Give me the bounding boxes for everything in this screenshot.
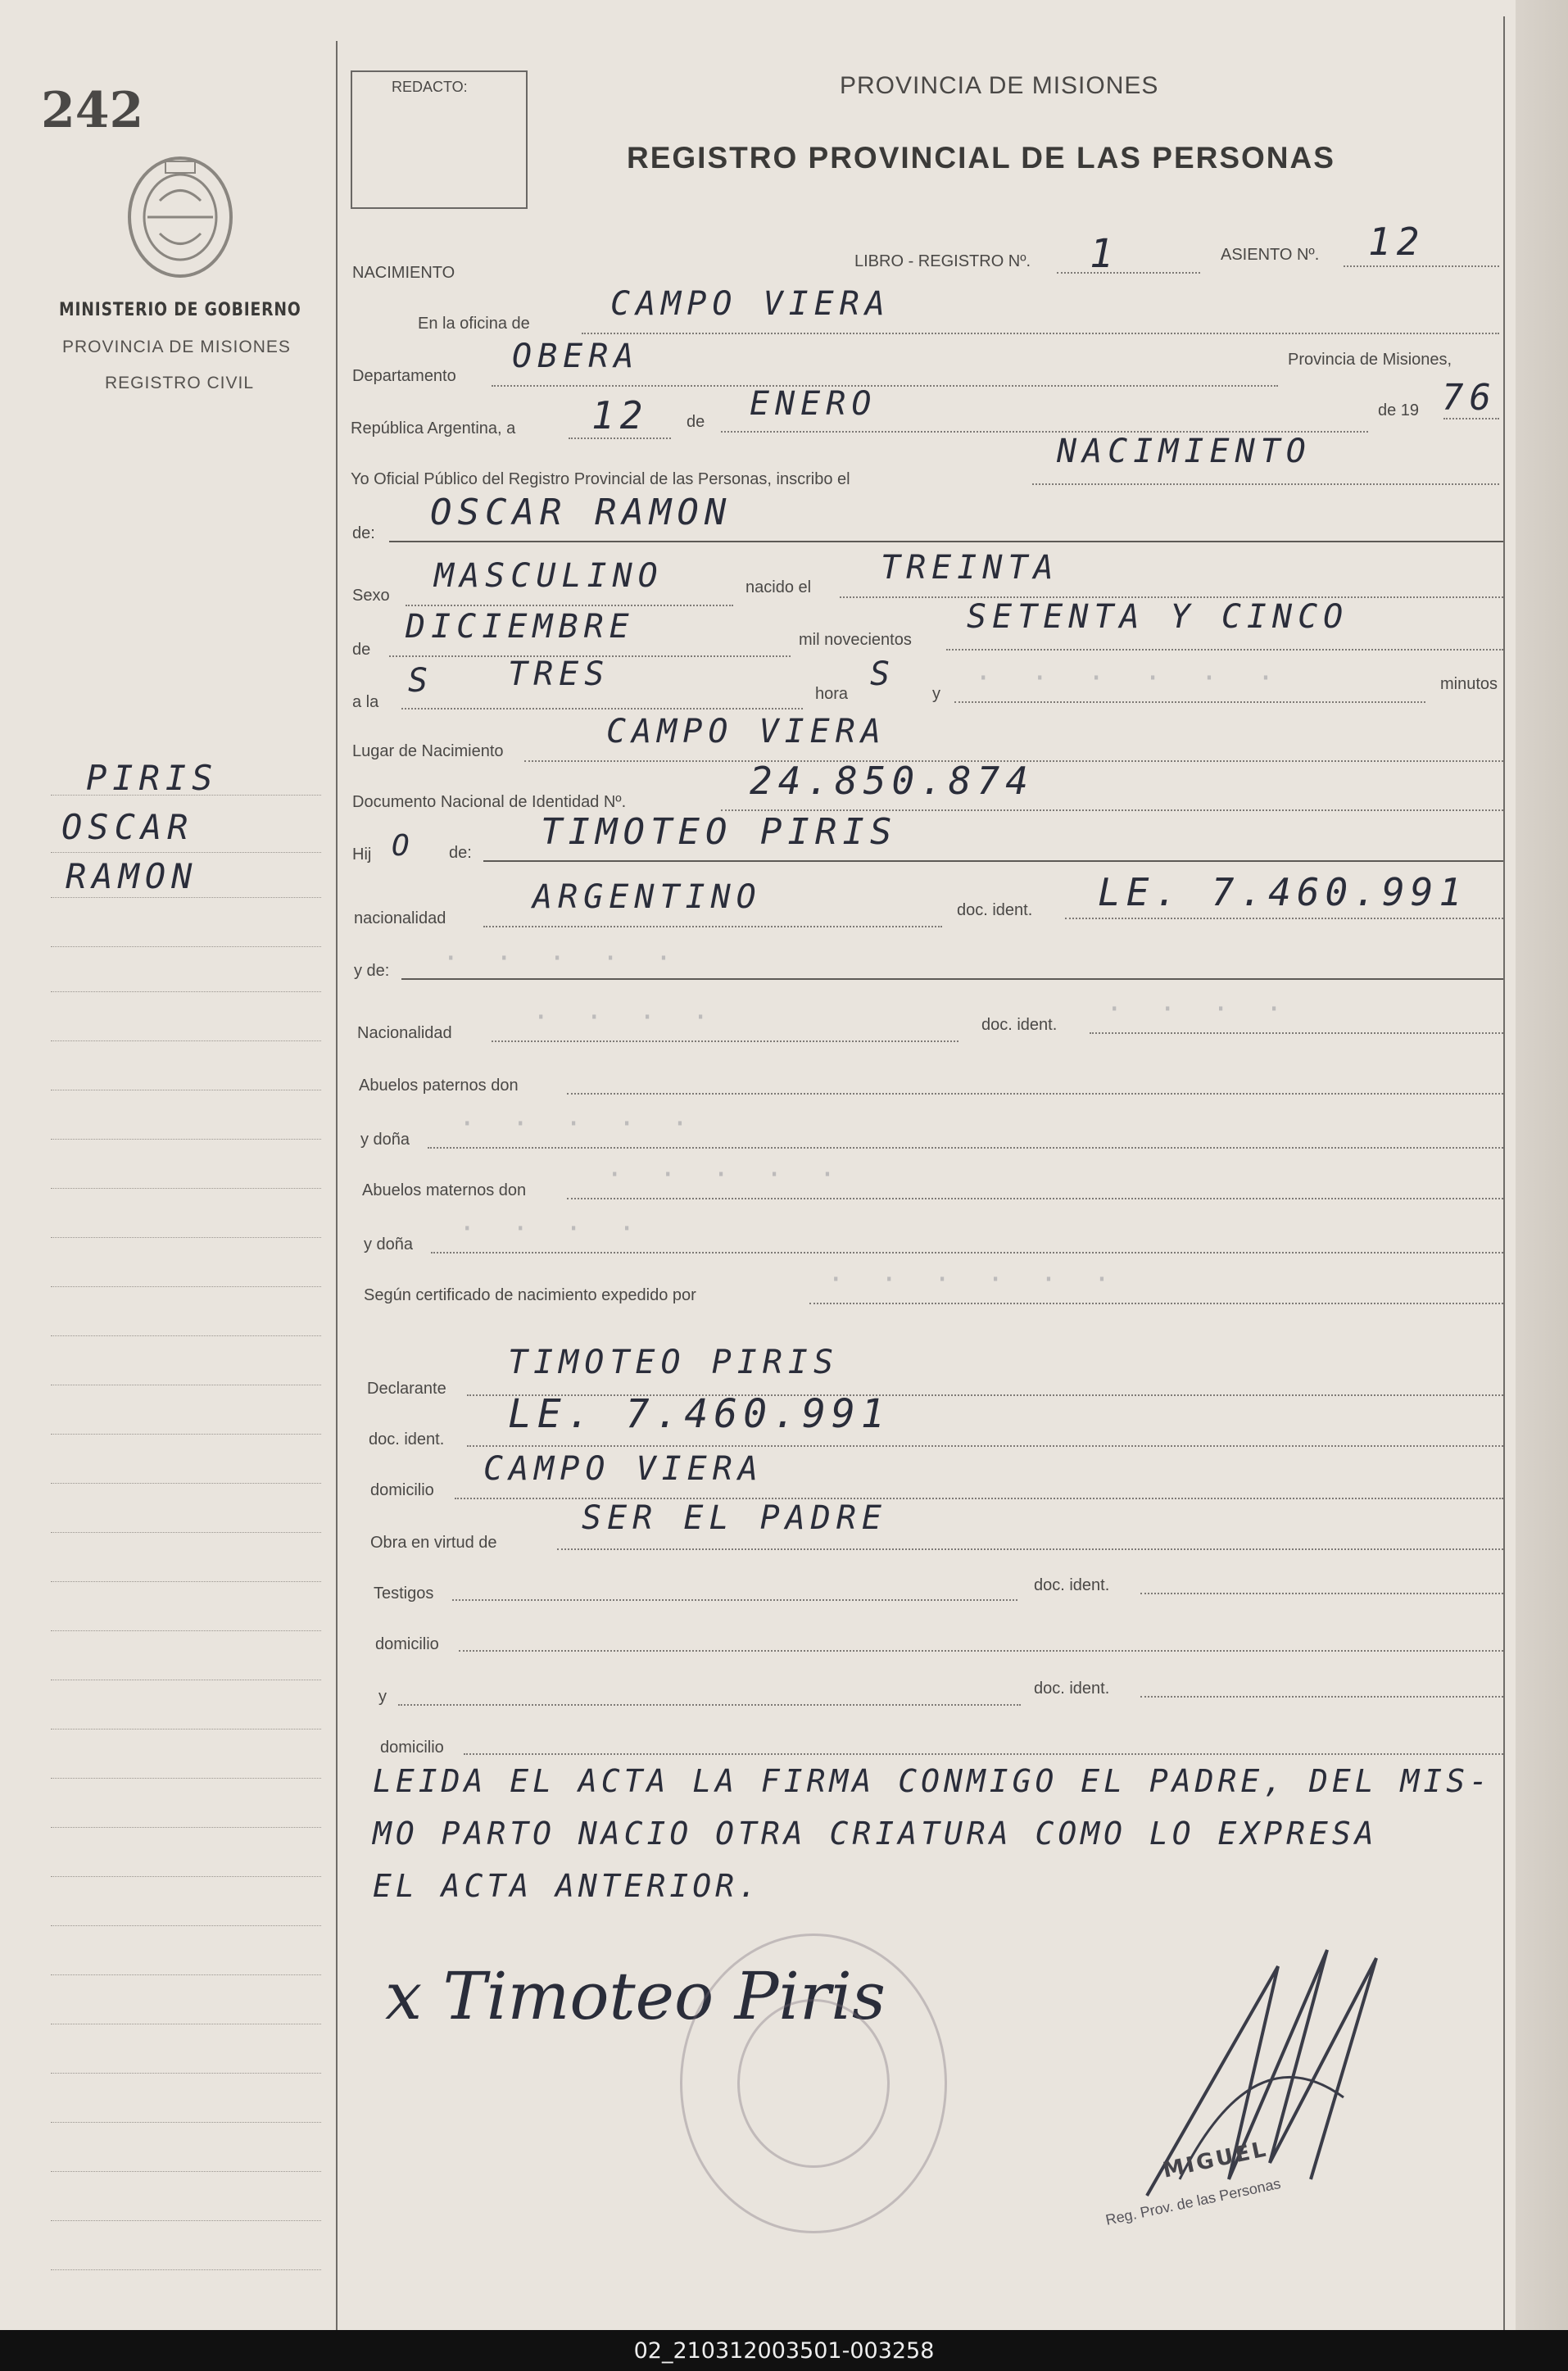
abuela-materna-label: y doña [364,1235,414,1254]
obra-label: Obra en virtud de [370,1534,497,1552]
abuelos-paternos-line [567,1093,1503,1095]
section-label: NACIMIENTO [352,264,455,282]
margin-rule [51,1040,321,1041]
nombre-de-label: de: [352,524,375,542]
padre-line [483,860,1503,862]
abuela-paterna-label: y doña [360,1131,410,1149]
de-label: de [687,413,705,431]
padre-de-label: de: [449,844,472,862]
right-frame-line [1503,16,1505,2330]
dia-line [569,437,671,439]
provincia-label: Provincia de Misiones, [1288,351,1452,369]
minutos-line [954,701,1425,703]
y-label: y [932,685,940,703]
nacido-dia-value: TREINTA [881,549,1059,587]
margin-rule [51,1827,321,1828]
nacido-anio-line [946,649,1503,651]
doc-padre-value: LE. 7.460.991 [1098,870,1468,914]
nacionalidad-madre-label: Nacionalidad [357,1024,452,1042]
a-la-label: a la [352,693,379,711]
doc-declarante-label: doc. ident. [369,1430,445,1448]
hora-label: hora [815,685,849,703]
nacido-anio-value: SETENTA Y CINCO [967,598,1349,636]
domicilio-testigo2-label: domicilio [380,1739,444,1757]
segun-label: Según certificado de nacimiento expedido por [364,1286,696,1304]
documento-value: 24.850.874 [750,759,1034,803]
doc-madre-label: doc. ident. [981,1016,1058,1034]
asiento-label: ASIENTO Nº. [1221,246,1320,264]
testigos-label: Testigos [374,1584,434,1603]
margin-note-first-name: OSCAR [61,807,194,847]
segun-faded-text: · · · · · · [827,1263,1121,1296]
abuela-materna-line [431,1252,1503,1254]
a-la-value: S [408,662,434,700]
margin-rule [51,897,321,898]
left-province-label: PROVINCIA DE MISIONES [62,338,291,356]
sexo-value: MASCULINO [434,557,664,595]
oficina-label: En la oficina de [418,315,530,333]
hora-words-value: TRES [508,655,610,693]
hij-suffix-value: O [392,829,415,863]
registry-seal-inner-ring [737,1999,890,2168]
doc-madre-faded-text: · · · · [1106,993,1293,1026]
doc-testigo1-line [1140,1593,1503,1594]
margin-rule [51,2073,321,2074]
doc-testigo2-label: doc. ident. [1034,1680,1110,1698]
nacionalidad-madre-faded-text: · · · · [532,1001,719,1034]
left-frame-line [336,41,338,2330]
registry-title: REGISTRO PROVINCIAL DE LAS PERSONAS [627,141,1335,175]
sexo-line [406,605,733,606]
tipo-value: NACIMIENTO [1057,433,1312,470]
nacionalidad-line [483,926,942,927]
oficial-statement: Yo Oficial Público del Registro Provincial de las Personas, inscribo el [351,470,850,488]
mes-value: ENERO [750,385,877,423]
mil-novecientos-label: mil novecientos [799,631,912,649]
doc-madre-line [1090,1032,1503,1034]
margin-rule [51,1532,321,1533]
doc-padre-label: doc. ident. [957,901,1033,919]
declarante-value: TIMOTEO PIRIS [508,1344,840,1381]
departamento-label: Departamento [352,367,456,385]
declarante-label: Declarante [367,1380,446,1398]
asiento-line [1344,265,1499,267]
testigos-line [452,1599,1017,1601]
obra-line [557,1548,1503,1550]
doc-declarante-value: LE. 7.460.991 [508,1391,890,1437]
libro-label: LIBRO - REGISTRO Nº. [854,252,1031,270]
doc-declarante-line [467,1445,1503,1447]
margin-rule [51,1139,321,1140]
observation-line-2: MO PARTO NACIO OTRA CRIATURA COMO LO EXPRESA [373,1816,1378,1852]
observation-line-3: EL ACTA ANTERIOR. [373,1868,761,1904]
domicilio-label: domicilio [370,1481,434,1499]
margin-rule [51,1974,321,1975]
margin-rule [51,1335,321,1336]
margin-rule [51,1925,321,1926]
margin-rule [51,1188,321,1189]
domicilio-testigo1-line [459,1650,1503,1652]
oficina-line [582,333,1499,334]
redacto-label: REDACTO: [392,79,468,95]
margin-rule [51,2220,321,2221]
margin-rule [51,991,321,992]
margin-rule [51,852,321,853]
departamento-line [492,385,1278,387]
minutos-faded-text: · · · · · · [975,662,1286,695]
doc-testigo1-label: doc. ident. [1034,1576,1110,1594]
padre-value: TIMOTEO PIRIS [541,811,898,853]
ministry-heading: MINISTERIO DE GOBIERNO [59,300,301,320]
margin-rule [51,1434,321,1435]
hora-words-line [401,708,803,709]
nacionalidad-label: nacionalidad [354,909,446,927]
book-binding-edge [1516,0,1568,2330]
nombre-line [389,541,1503,542]
abuela-materna-faded-text: · · · · [459,1213,646,1245]
y-testigo2-label: y [378,1688,387,1706]
anio-value: 76 [1442,377,1497,419]
abuela-paterna-faded-text: · · · · · [459,1108,699,1140]
coat-of-arms-icon [123,152,238,283]
nacido-label: nacido el [745,578,812,596]
republica-label: República Argentina, a [351,419,516,437]
madre-line [401,978,1503,980]
hij-label: Hij [352,845,372,864]
abuelos-maternos-label: Abuelos maternos don [362,1181,527,1199]
province-heading: PROVINCIA DE MISIONES [840,72,1159,99]
margin-rule [51,1729,321,1730]
nacido-mes-value: DICIEMBRE [406,608,635,646]
declarant-signature: x Timoteo Piris [385,1958,886,2034]
official-stamp-title: Reg. Prov. de las Personas [1103,2174,1282,2228]
obra-value: SER EL PADRE [582,1499,887,1537]
nombre-value: OSCAR RAMON [430,492,732,533]
margin-rule [51,1286,321,1287]
nacionalidad-value: ARGENTINO [532,878,762,916]
abuelos-maternos-line [567,1198,1503,1199]
margin-note-second-name: RAMON [66,856,198,896]
segun-line [809,1303,1503,1304]
libro-value: 1 [1090,231,1119,277]
page-number: 242 [41,82,144,139]
madre-de-label: y de: [354,962,390,980]
lugar-value: CAMPO VIERA [606,713,886,750]
oficina-value: CAMPO VIERA [610,285,890,323]
nacionalidad-madre-line [492,1040,958,1042]
madre-faded-text: · · · · · [442,942,682,975]
tipo-line [1032,483,1499,485]
abuelos-maternos-faded-text: · · · · · [606,1158,846,1191]
libro-line [1057,272,1200,274]
doc-testigo2-line [1140,1696,1503,1698]
asiento-value: 12 [1368,220,1425,264]
official-stamp-name: MIGUEL [1160,2137,1271,2183]
domicilio-testigo2-line [464,1753,1503,1755]
departamento-value: OBERA [512,338,640,375]
abuelos-paternos-label: Abuelos paternos don [359,1077,519,1095]
margin-rule [51,1876,321,1877]
margin-rule [51,1483,321,1484]
margin-rule [51,2171,321,2172]
minutos-label: minutos [1440,675,1498,693]
margin-rule [51,946,321,947]
margin-rule [51,2269,321,2270]
doc-padre-line [1065,918,1503,919]
observation-line-1: LEIDA EL ACTA LA FIRMA CONMIGO EL PADRE, DEL MIS- [373,1763,1493,1799]
margin-rule [51,1581,321,1582]
domicilio-testigo1-label: domicilio [375,1635,439,1653]
dia-value: 12 [591,393,649,437]
documento-label: Documento Nacional de Identidad Nº. [352,793,627,811]
civil-registry-label: REGISTRO CIVIL [105,374,255,392]
nacido-de-label: de [352,641,371,659]
anio-label: de 19 [1378,401,1420,419]
margin-rule [51,1778,321,1779]
scan-footer [0,2330,1568,2371]
abuela-paterna-line [428,1147,1503,1149]
margin-note-surname: PIRIS [86,758,219,798]
scan-id: 02_210312003501-003258 [633,2338,935,2364]
testigo2-line [398,1704,1021,1706]
sexo-label: Sexo [352,587,390,605]
margin-rule [51,1237,321,1238]
domicilio-value: CAMPO VIERA [483,1450,764,1488]
margin-rule [51,1630,321,1631]
lugar-label: Lugar de Nacimiento [352,742,504,760]
hora-s-value: S [870,655,896,693]
margin-rule [51,2122,321,2123]
